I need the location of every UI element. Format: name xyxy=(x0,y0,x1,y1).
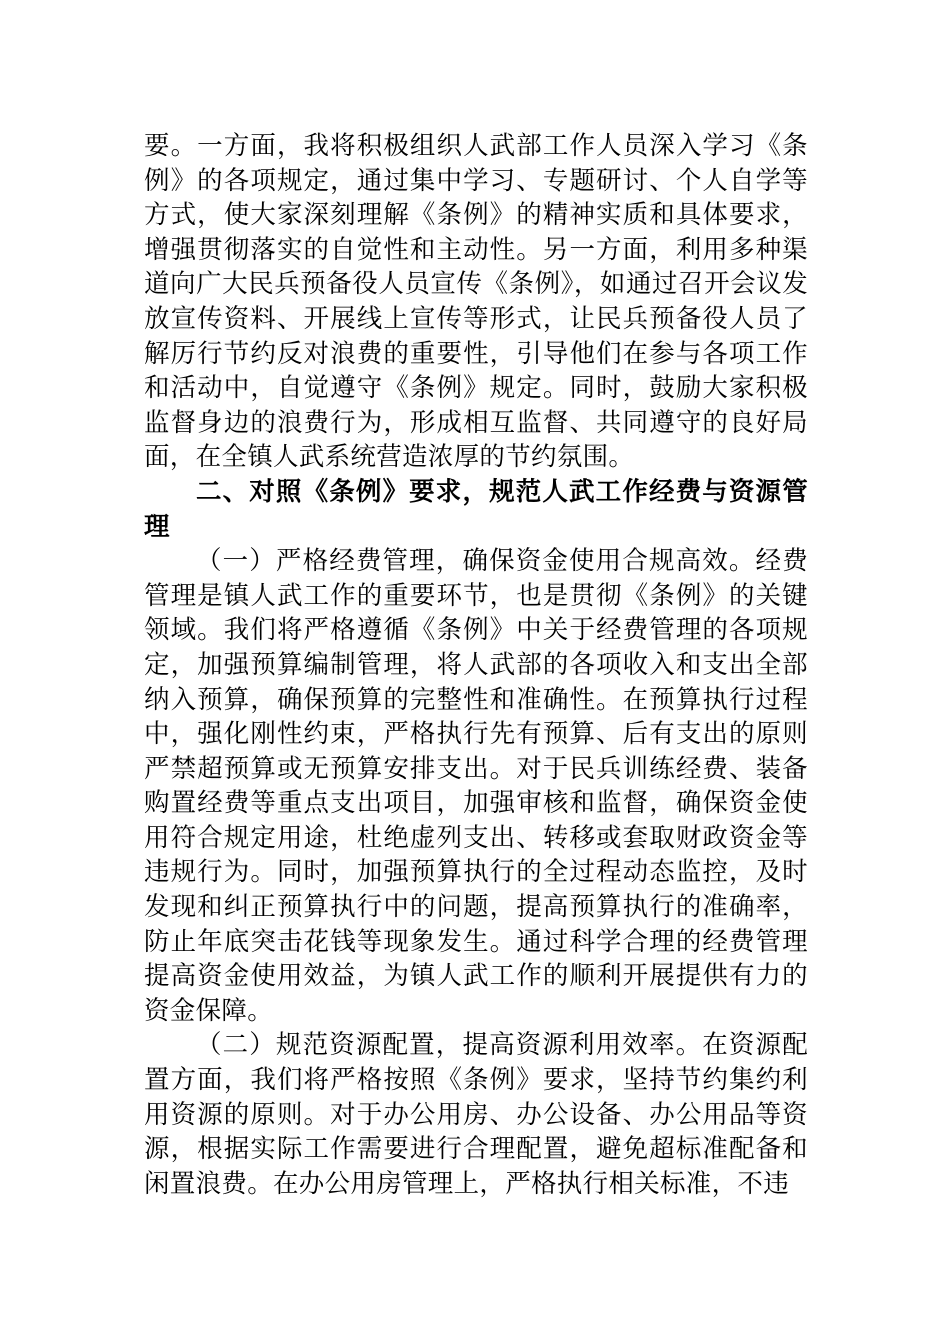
paragraph-awareness-promotion: 要。一方面，我将积极组织人武部工作人员深入学习《条例》的各项规定，通过集中学习、专题研讨、个人自学等方式，使大家深刻理解《条例》的精神实质和具体要求，增强贯彻落实的自觉性和主动性。另一方面，利用多种渠道向广大民兵预备役人员宣传《条例》，如通过召开会议发放宣传资料、开展线上宣传等形式，让民兵预备役人员了解厉行节约反对浪费的重要性，引导他们在参与各项工作和活动中，自觉遵守《条例》规定。同时，鼓励大家积极监督身边的浪费行为，形成相互监督、共同遵守的良好局面，在全镇人武系统营造浓厚的节约氛围。 xyxy=(144,131,808,473)
document-body xyxy=(144,129,808,1201)
paragraph-funds-management: （一）严格经费管理，确保资金使用合规高效。经费管理是镇人武工作的重要环节，也是贯彻《条例》的关键领域。我们将严格遵循《条例》中关于经费管理的各项规定，加强预算编制管理，将人武部的各项收入和支出全部纳入预算，确保预算的完整性和准确性。在预算执行过程中，强化刚性约束，严格执行先有预算、后有支出的原则严禁超预算或无预算安排支出。对于民兵训练经费、装备购置经费等重点支出项目，加强审核和监督，确保资金使用符合规定用途，杜绝虚列支出、转移或套取财政资金等违规行为。同时，加强预算执行的全过程动态监控，及时发现和纠正预算执行中的问题，提高预算执行的准确率，防止年底突击花钱等现象发生。通过科学合理的经费管理提高资金使用效益，为镇人武工作的顺利开展提供有力的资金保障。 xyxy=(144,546,808,1026)
section-heading-funds-resources: 二、对照《条例》要求，规范人武工作经费与资源管理 xyxy=(144,476,808,542)
paragraph-resource-allocation: （二）规范资源配置，提高资源利用效率。在资源配置方面，我们将严格按照《条例》要求，坚持节约集约利用资源的原则。对于办公用房、办公设备、办公用品等资源，根据实际工作需要进行合理配置，避免超标准配备和闲置浪费。在办公用房管理上，严格执行相关标准，不违 xyxy=(144,1030,808,1199)
